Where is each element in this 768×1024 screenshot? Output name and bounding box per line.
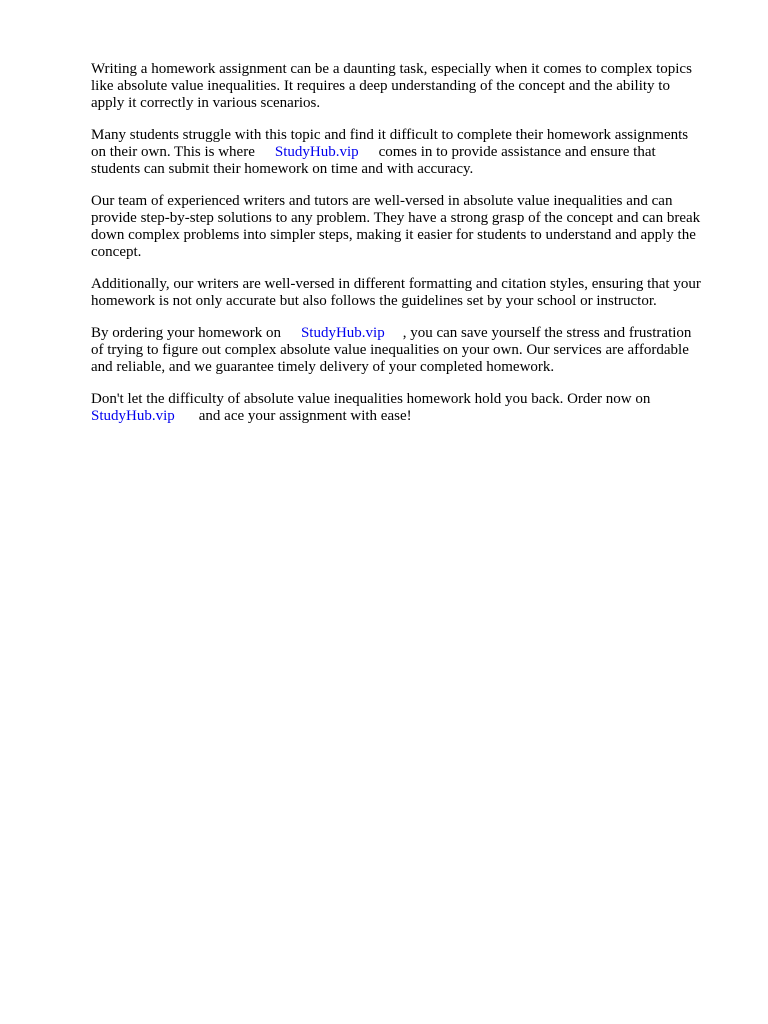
text-line: concept. [91, 244, 142, 260]
text-line: and reliable, and we guarantee timely delivery of your completed homework. [91, 359, 555, 375]
paragraph-team [91, 193, 731, 261]
text-line: down complex problems into simpler steps, making it easier for students to understand and apply the [91, 227, 696, 243]
text-segment: , you can save yourself the stress and frustration [402, 325, 692, 341]
text-line: of trying to figure out complex absolute value inequalities on your own. Our services are affordable [91, 342, 689, 358]
paragraph-intro [91, 61, 731, 112]
text-line: provide step-by-step solutions to any problem. They have a strong grasp of the concept and can break [91, 210, 701, 226]
studyhub-link[interactable]: StudyHub.vip [91, 408, 175, 424]
text-segment: and ace your assignment with ease! [198, 408, 412, 424]
text-line: students can submit their homework on time and with accuracy. [91, 161, 474, 177]
paragraph-ordering [91, 325, 731, 376]
text-line-with-link [91, 408, 731, 425]
text-line: Writing a homework assignment can be a daunting task, especially when it comes to complex topics [91, 61, 692, 77]
text-line: Our team of experienced writers and tutors are well-versed in absolute value inequalities and can [91, 193, 673, 209]
text-line-with-link [91, 144, 731, 161]
paragraph-closing [91, 391, 731, 425]
text-line-with-link [91, 325, 731, 342]
text-line: like absolute value inequalities. It requires a deep understanding of the concept and the ability to [91, 78, 670, 94]
document-body [91, 61, 731, 440]
text-segment: By ordering your homework on [91, 325, 281, 341]
text-line: Don't let the difficulty of absolute value inequalities homework hold you back. Order now on [91, 391, 651, 407]
text-segment: comes in to provide assistance and ensure that [378, 144, 656, 160]
text-line: Many students struggle with this topic and find it difficult to complete their homework assignments [91, 127, 689, 143]
text-line: apply it correctly in various scenarios. [91, 95, 321, 111]
paragraph-formatting [91, 276, 731, 310]
studyhub-link[interactable]: StudyHub.vip [300, 325, 385, 341]
text-line: homework is not only accurate but also follows the guidelines set by your school or instructor. [91, 293, 657, 309]
paragraph-struggle [91, 127, 731, 178]
text-line: Additionally, our writers are well-versed in different formatting and citation styles, ensuring that your [91, 276, 701, 292]
studyhub-link[interactable]: StudyHub.vip [274, 144, 359, 160]
text-segment: on their own. This is where [91, 144, 255, 160]
